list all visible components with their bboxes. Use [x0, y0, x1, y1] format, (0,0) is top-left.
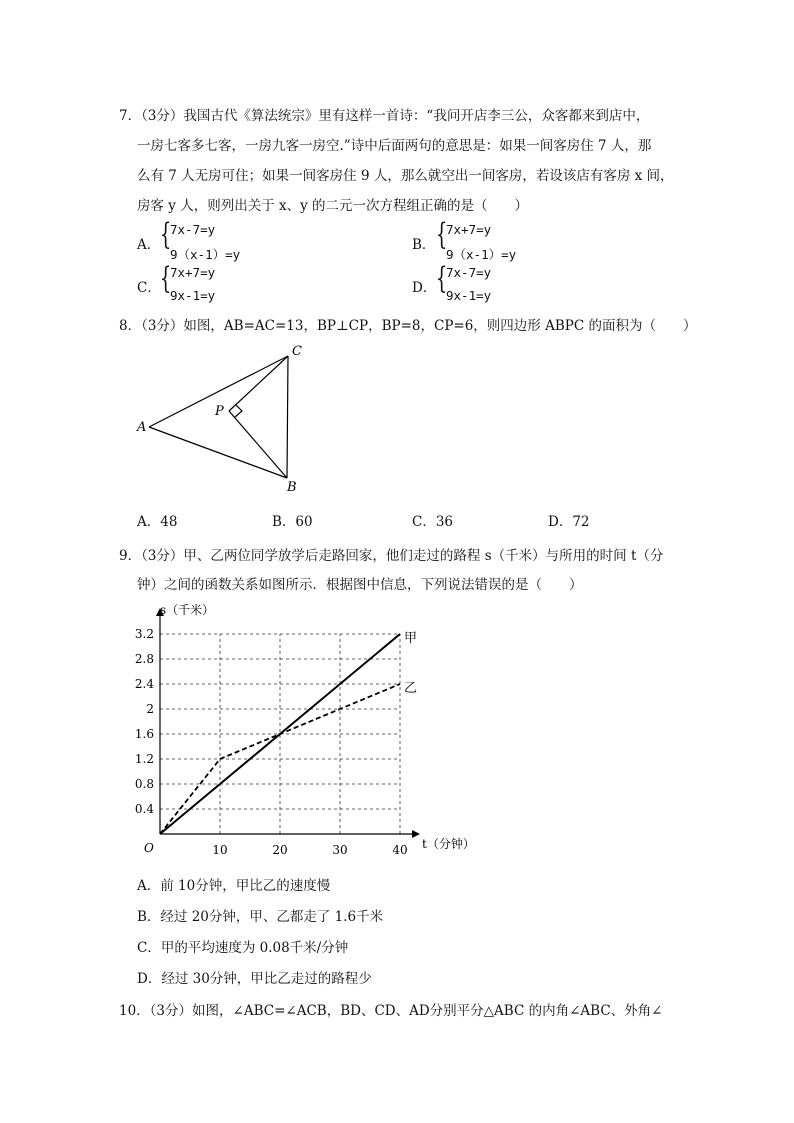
q7-line-2: 一房七客多七客，一房九客一房空.”诗中后面两句的意思是：如果一间客房住 7 人，那 [137, 138, 652, 154]
q9-option-d[interactable]: D．经过 30分钟，甲比乙走过的路程少 [137, 971, 372, 987]
q7-line-1: 7．（3分）我国古代《算法统宗》里有这样一首诗：“我问开店李三公，众客都来到店中， [119, 108, 650, 124]
option-label: C． [137, 280, 161, 296]
x-tick-label: 40 [392, 843, 408, 857]
q7-line-4: 房客 y 人，则列出关于 x、y 的二元一次方程组正确的是（ ） [137, 198, 529, 214]
x-axis-arrow-icon [412, 830, 420, 838]
x-tick-label: 30 [332, 843, 348, 857]
label-b: B [287, 480, 297, 495]
x-tick-label: 10 [212, 843, 228, 857]
q9-line-1: 9．（3分）甲、乙两位同学放学后走路回家，他们走过的路程 s（千米）与所用的时间 t（分 [119, 548, 664, 564]
y-tick-label: 3.2 [134, 627, 154, 641]
x-tick-label: 20 [272, 843, 288, 857]
option-label: A． [137, 237, 161, 253]
brace-icon: { [159, 261, 172, 296]
label-a: A [137, 420, 147, 435]
q9-chart [120, 600, 480, 862]
equation: 9x-1=y [446, 288, 492, 303]
brace-icon: { [435, 261, 448, 296]
right-angle-mark [235, 405, 242, 417]
q8-figure [130, 338, 310, 498]
y-tick-label: 1.2 [134, 752, 154, 766]
option-label: B． [412, 237, 436, 253]
brace-icon: { [159, 217, 172, 252]
brace-icon: { [435, 217, 448, 252]
y-tick-label: 0.4 [134, 802, 154, 816]
equation: 9（x-1）=y [170, 247, 241, 262]
y-tick-label: 1.6 [134, 727, 154, 741]
y-tick-label: 0.8 [134, 777, 154, 791]
equation: 9（x-1）=y [446, 247, 517, 262]
q8-stem: 8．（3分）如图，AB=AC=13，BP⊥CP，BP=8，CP=6，则四边形 ABPC 的面积为（ ） [119, 318, 697, 334]
equation: 7x+7=y [446, 222, 492, 237]
q9-option-b[interactable]: B．经过 20分钟，甲、乙都走了 1.6千米 [137, 909, 384, 925]
segment-ab [149, 427, 287, 478]
q9-option-c[interactable]: C．甲的平均速度为 0.08千米/分钟 [137, 940, 349, 956]
q8-option-c[interactable]: C．36 [412, 514, 454, 530]
segment-cp [229, 356, 288, 411]
equation: 7x-7=y [446, 265, 492, 280]
q9-line-2: 钟）之间的函数关系如图所示．根据图中信息，下列说法错误的是（ ） [137, 577, 583, 593]
q7-line-3: 么有 7 人无房可住；如果一间客房住 9 人，那么就空出一间客房，若设该店有客房 x 间， [137, 168, 674, 184]
series-label-2: 乙 [404, 681, 418, 696]
label-c: C [292, 344, 302, 359]
q8-option-d[interactable]: D．72 [548, 514, 590, 530]
series-label-1: 甲 [404, 631, 418, 646]
q10-stem: 10．（3分）如图，∠ABC=∠ACB，BD、CD、AD分别平分△ABC 的内角∠ABC、外角∠ [119, 1003, 663, 1019]
option-label: D． [412, 280, 437, 296]
y-tick-label: 2.8 [134, 652, 154, 666]
q9-option-a[interactable]: A．前 10分钟，甲比乙的速度慢 [137, 878, 331, 894]
segment-bc [287, 356, 288, 478]
x-axis-label: t（分钟） [422, 837, 475, 851]
y-axis-label: s（千米） [160, 603, 215, 617]
y-tick-label: 2.4 [134, 677, 154, 691]
equation: 9x-1=y [170, 288, 216, 303]
equation: 7x+7=y [170, 265, 216, 280]
q8-option-a[interactable]: A．48 [137, 514, 178, 530]
segment-bp [229, 411, 287, 478]
origin-label: O [144, 841, 154, 855]
equation: 7x-7=y [170, 222, 216, 237]
y-tick-label: 2 [146, 702, 154, 716]
q8-option-b[interactable]: B．60 [272, 514, 313, 530]
label-p: P [215, 404, 224, 419]
